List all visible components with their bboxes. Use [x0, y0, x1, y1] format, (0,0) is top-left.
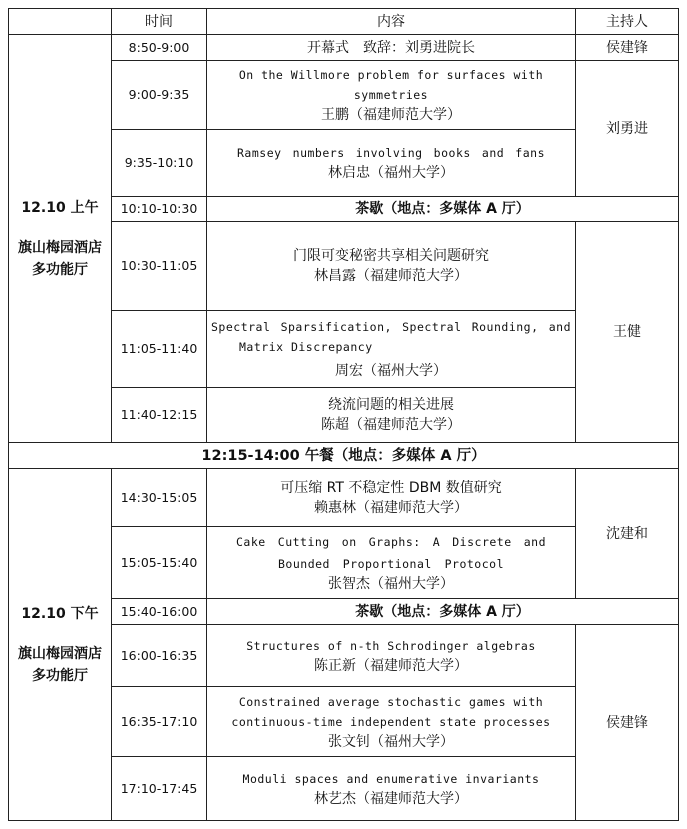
host-name: 沈建和: [575, 468, 679, 599]
talk-title-cont: Bounded Proportional Protocol: [278, 556, 504, 571]
tea-break: 茶歇（地点：多媒体 A 厅）: [206, 598, 679, 625]
talk-title: Moduli spaces and enumerative invariants: [242, 771, 540, 786]
speaker: 陈正新（福建师范大学）: [314, 657, 468, 674]
time-slot: 16:00-16:35: [111, 624, 207, 687]
speaker: 陈超（福建师范大学）: [321, 417, 461, 433]
talk-title: 门限可变秘密共享相关问题研究: [293, 248, 489, 264]
header-host: 主持人: [575, 8, 679, 35]
speaker: 林艺杰（福建师范大学）: [314, 790, 468, 807]
talk-cell: [206, 221, 576, 311]
talk-cell: [206, 526, 576, 599]
time-slot: 11:05-11:40: [111, 310, 207, 388]
time-slot: 17:10-17:45: [111, 756, 207, 821]
talk-title: Spectral Sparsification, Spectral Rounding, and: [211, 320, 571, 334]
morning-title: 12.10 上午: [21, 199, 99, 216]
time-slot: 9:00-9:35: [111, 60, 207, 130]
host-name: 侯建锋: [575, 624, 679, 821]
time-slot: 16:35-17:10: [111, 686, 207, 757]
speaker: 林启忠（福州大学）: [328, 165, 454, 181]
time-slot: 15:05-15:40: [111, 526, 207, 599]
speaker: 张智杰（福州大学）: [328, 575, 454, 592]
time-slot: 14:30-15:05: [111, 468, 207, 527]
talk-title: On the Willmore problem for surfaces with symmetries: [238, 68, 544, 102]
talk-title: 绕流问题的相关进展: [328, 397, 454, 413]
host-name: 刘勇进: [575, 60, 679, 197]
talk-title: Constrained average stochastic games with: [238, 694, 544, 709]
time-slot: 10:30-11:05: [111, 221, 207, 311]
talk-cell: [206, 686, 576, 757]
talk-title: Structures of n-th Schrodinger algebras: [246, 638, 536, 653]
talk-cell: [206, 129, 576, 197]
talk-title: Cake Cutting on Graphs: A Discrete and: [236, 534, 546, 549]
time-slot: 9:35-10:10: [111, 129, 207, 197]
speaker: 林昌露（福建师范大学）: [314, 268, 468, 284]
talk-title-cont: Matrix Discrepancy: [239, 340, 373, 354]
speaker: 张文钊（福州大学）: [328, 733, 454, 750]
talk-cell: [206, 387, 576, 443]
talk-cell: [206, 60, 576, 130]
lunch-break: 12:15-14:00 午餐（地点：多媒体 A 厅）: [8, 442, 679, 469]
afternoon-session-label: [8, 468, 112, 821]
talk-title: 可压缩 RT 不稳定性 DBM 数值研究: [280, 479, 502, 496]
afternoon-venue-line2: 多功能厅: [32, 667, 88, 684]
header-content: 内容: [206, 8, 576, 35]
time-slot: 11:40-12:15: [111, 387, 207, 443]
host-name: 王健: [575, 221, 679, 443]
speaker: 王鹏（福建师范大学）: [321, 107, 461, 123]
talk-cell: [206, 310, 576, 388]
header-blank: [8, 8, 112, 35]
speaker: 赖惠林（福建师范大学）: [314, 499, 468, 516]
speaker: 周宏（福州大学）: [335, 363, 447, 379]
talk-title-cont: continuous-time independent state processes: [231, 714, 551, 729]
talk-cell: [206, 34, 576, 61]
time-slot: 8:50-9:00: [111, 34, 207, 61]
talk-title: 开幕式 致辞：刘勇进院长: [307, 39, 475, 56]
morning-venue-line2: 多功能厅: [32, 261, 88, 278]
talk-cell: [206, 756, 576, 821]
morning-venue-line1: 旗山梅园酒店: [18, 239, 102, 256]
afternoon-title: 12.10 下午: [21, 605, 99, 622]
talk-cell: [206, 624, 576, 687]
time-slot: 10:10-10:30: [111, 196, 207, 222]
talk-cell: [206, 468, 576, 527]
header-time: 时间: [111, 8, 207, 35]
host-name: 侯建锋: [575, 34, 679, 61]
time-slot: 15:40-16:00: [111, 598, 207, 625]
morning-session-label: [8, 34, 112, 443]
talk-title: Ramsey numbers involving books and fans: [237, 146, 545, 160]
afternoon-venue-line1: 旗山梅园酒店: [18, 645, 102, 662]
tea-break: 茶歇（地点：多媒体 A 厅）: [206, 196, 679, 222]
